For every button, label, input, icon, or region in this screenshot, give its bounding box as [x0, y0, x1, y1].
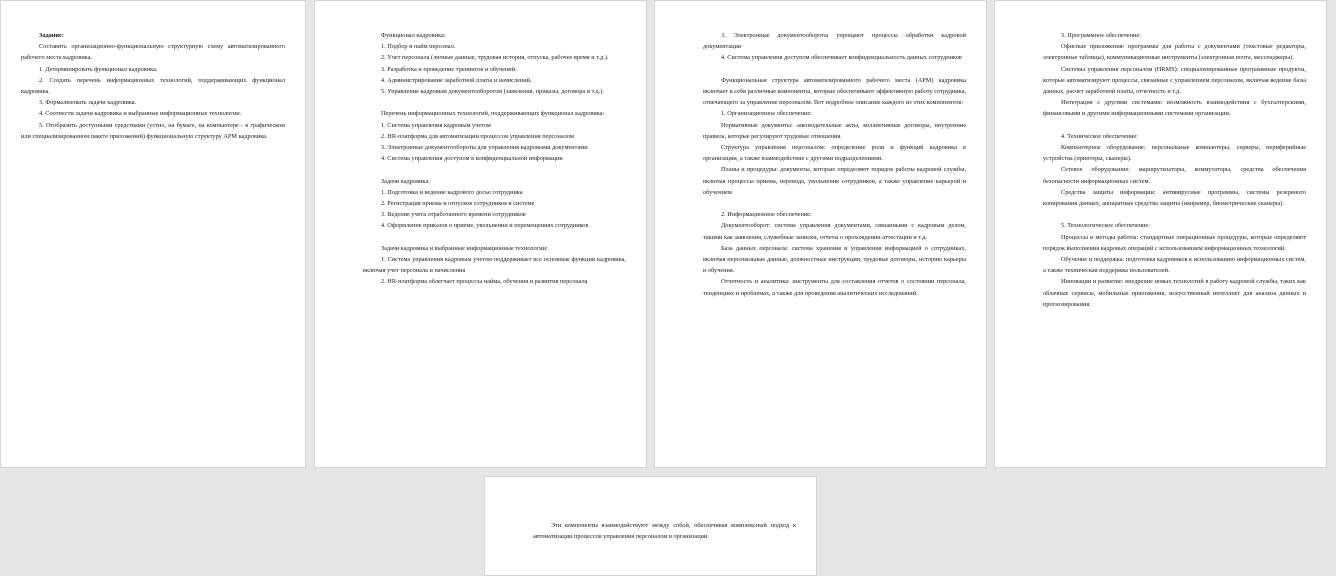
- document-page-3: [654, 0, 987, 468]
- paragraph: 5. Отобразить доступными средствами (устно, на бумаге, на компьютере - в графическом или специализированном пакете приложений) функциональную структуру АРМ кадровика.: [21, 121, 285, 140]
- paragraph: 2. Создать перечень информационных технологий, поддерживающих функционал кадровика.: [21, 76, 285, 96]
- list-item: 2. HR-платформа для автоматизации процессов управления персоналом: [381, 132, 574, 140]
- list-item: 4. Оформление приказов о приеме, увольнении и перемещениях сотрудников: [381, 222, 589, 230]
- list-item: 2. Учет персонала (личные данные, трудовая история, отпуска, рабочее время и т.д.).: [381, 54, 609, 62]
- section-heading: 2. Информационное обеспечение:: [721, 211, 812, 219]
- section-heading: Перечень информационных технологий, поддерживающих функционал кадровика:: [381, 110, 605, 118]
- list-item: 1. Подбор и найм персонал.: [381, 43, 456, 51]
- list-item: 2. HR-платформа облегчает процессы найма, обучения и развития персонала: [381, 278, 588, 286]
- paragraph: Системы управления персоналом (HRMS): специализированные программные продукты, которые автоматизируют процессы, связанные с управлением персоналом, включая ведение базы данных, расчет заработной платы, отчетность и т.д.: [1043, 65, 1306, 96]
- list-item: 4. Система управления доступом обеспечивает конфиденциальность данных сотрудников: [721, 54, 962, 62]
- task-heading: Задание:: [39, 32, 64, 39]
- paragraph: Функциональная структура автоматизированного рабочего места (АРМ) кадровика включает в себя различные компоненты, которые обеспечивают эффективную работу сотрудника, отвечающего за управление персоналом. Вот подробное описание каждого из этих компонентов:: [703, 76, 966, 107]
- paragraph: Сетевое оборудование: маршрутизаторы, коммутаторы, средства обеспечения безопасности информационных систем.: [1043, 166, 1306, 185]
- page-1-content: [21, 30, 285, 142]
- paragraph: 1. Детерминировать функционал кадровика.: [39, 65, 158, 73]
- page-3-content: [703, 30, 966, 299]
- section-heading: Функционал кадровика:: [381, 32, 446, 39]
- list-item: 3. Разработка и проведение тренингов и обучений.: [381, 65, 517, 73]
- page-2-content: [363, 30, 626, 288]
- document-page-1: [0, 0, 306, 468]
- paragraph: Документооборот: система управления документами, связанными с кадровым делом, такими как заявления, служебные записки, отчеты о прохождении аттестации и т.д.: [703, 222, 966, 241]
- blank-line: [363, 97, 626, 108]
- paragraph: 3. Формализовать задачи кадровика.: [39, 99, 137, 107]
- paragraph: База данных персонала: система хранения и управления информацией о сотрудниках, включая персональные данные, должностные инструкции, трудовые договоры, историю карьеры и обучения.: [703, 244, 966, 275]
- paragraph: Офисные приложения: программы для работы с документами (текстовые редакторы, электронные таблицы), коммуникационные инструменты (электронная почта, мессенджеры).: [1043, 43, 1306, 62]
- list-item: 2. Регистрация приема и отпусков сотрудников в системе: [381, 200, 535, 208]
- blank-line: [1043, 209, 1306, 220]
- list-item: 5. Управление кадровым документооборотом (заявления, приказы, договора и т.д.).: [381, 88, 604, 96]
- blank-line: [703, 198, 966, 209]
- list-item: 4. Система управления доступом к конфиденциальной информации: [381, 155, 563, 163]
- paragraph: Планы и процедуры: документы, которые определяют порядок работы кадровой службы, включая процессы приема, перевода, увольнения сотрудников, а также управление карьерой и обучением.: [703, 166, 966, 196]
- paragraph: Нормативные документы: законодательные акты, коллективные договоры, внутренние правила, которые регулируют трудовые отношения.: [703, 121, 966, 140]
- section-heading: Задачи кадровика и выбранные информационные технологии:: [381, 244, 548, 252]
- paragraph: Структура управления персоналом: определение роли и функций кадровика в организации, а также взаимодействие с другими подразделениями.: [703, 144, 966, 163]
- list-item: 3. Электронные документообороты для управления кадровыми документами: [381, 144, 588, 152]
- blank-line: [363, 164, 626, 175]
- section-heading: 3. Программное обеспечение:: [1061, 32, 1141, 39]
- paragraph: Эти компоненты взаимодействуют между собой, обеспечивая комплексный подход к автоматизации процессов управления персоналом в организации.: [533, 522, 796, 541]
- paragraph: Процессы и методы работы: стандартные операционные процедуры, которые определяют порядок выполнения кадровых операций с использованием информационных технологий.: [1043, 233, 1306, 252]
- list-item: 1. Система управления кадровым учетом: [381, 121, 491, 129]
- paragraph: 4. Соотнести задачи кадровика и выбранные информационные технологии.: [39, 110, 242, 118]
- paragraph: Отчетность и аналитика: инструменты для составления отчетов о состоянии персонала, тенденциях и проблемах, а также для проведения аналитических исследований.: [703, 278, 966, 297]
- section-heading: 5. Технологическое обеспечение:: [1061, 222, 1150, 230]
- section-heading: 4. Техническое обеспечение:: [1061, 132, 1139, 140]
- document-page-2: [314, 0, 647, 468]
- list-item: 1. Подготовка и ведение кадрового досье сотрудника: [381, 188, 523, 196]
- paragraph: Обучение и поддержка: подготовка кадровиков к использованию информационных систем, а также техническая поддержка пользователей.: [1043, 256, 1306, 275]
- section-heading: Задачи кадровика:: [381, 177, 430, 185]
- paragraph: Компьютерное оборудование: персональные компьютеры, серверы, периферийные устройства (принтеры, сканеры).: [1043, 144, 1306, 163]
- blank-line: [363, 232, 626, 243]
- blank-line: [703, 64, 966, 75]
- list-item: 4. Администрирование заработной платы и начислений.: [381, 76, 532, 84]
- blank-line: [1043, 120, 1306, 131]
- paragraph: Средства защиты информации: антивирусные программы, системы резервного копирования данных, аппаратные средства защиты (например, биометрические сканеры).: [1043, 188, 1306, 208]
- paragraph: Инновации и развитие: внедрение новых технологий в работу кадровой службы, таких как облачные сервисы, мобильные приложения, искусственный интеллект для анализа данных и прогнозирования.: [1043, 278, 1306, 308]
- document-page-5: [484, 476, 817, 576]
- list-item: 3. Ведение учета отработанного времени сотрудников: [381, 211, 526, 219]
- page-4-content: [1043, 30, 1306, 310]
- page-5-content: [533, 520, 796, 542]
- document-page-4: [994, 0, 1327, 468]
- list-item: 1. Система управления кадровым учетом поддерживает все основные функции кадровика, включая учет персонала и начисления: [363, 256, 626, 275]
- paragraph: Интеграция с другими системами: возможность взаимодействия с бухгалтерскими, финансовыми и другими информационными системами организации.: [1043, 99, 1306, 118]
- list-item: 3. Электронные документообороты упрощают процессы обработки кадровой документации: [703, 32, 966, 51]
- section-heading: 1. Организационное обеспечение:: [721, 110, 812, 118]
- paragraph: Составить организационно-функциональную структурную схему автоматизированного рабочего места кадровика.: [21, 43, 285, 62]
